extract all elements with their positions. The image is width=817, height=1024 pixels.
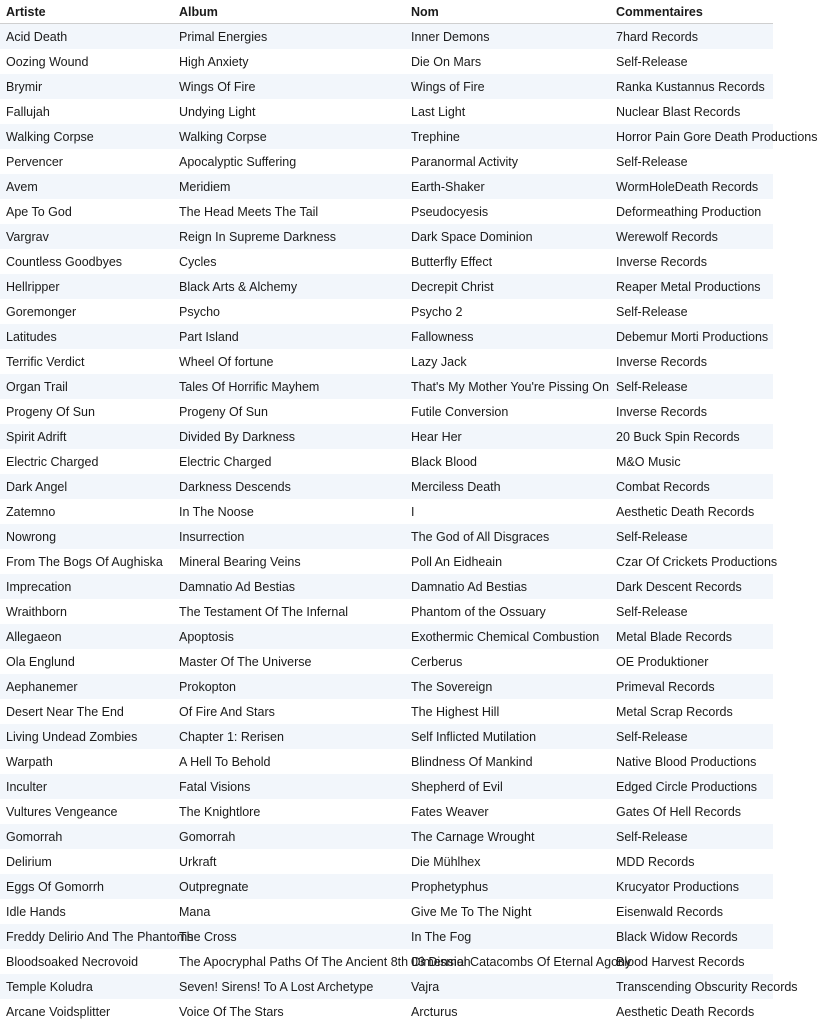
table-row[interactable] — [0, 274, 773, 299]
album-cell: Apocalyptic Suffering — [179, 154, 297, 169]
nom-cell: That's My Mother You're Pissing On — [411, 379, 609, 394]
table-row[interactable] — [0, 549, 778, 574]
nom-cell: Blindness Of Mankind — [411, 754, 533, 769]
nom-cell: Prophetyphus — [411, 879, 489, 894]
nom-cell: Futile Conversion — [411, 404, 509, 419]
commentaires-cell: Self-Release — [616, 529, 688, 544]
album-cell: Insurrection — [179, 529, 245, 544]
commentaires-cell: Self-Release — [616, 304, 688, 319]
artist-cell: Gomorrah — [6, 829, 63, 844]
nom-cell: Self Inflicted Mutilation — [411, 729, 537, 744]
artist-cell: Imprecation — [6, 579, 72, 594]
commentaires-cell: Horror Pain Gore Death Productions — [616, 129, 817, 144]
artist-cell: Freddy Delirio And The Phantoms — [6, 929, 194, 944]
commentaires-cell: Self-Release — [616, 829, 688, 844]
artist-cell: Desert Near The End — [6, 704, 124, 719]
artist-cell: Aephanemer — [6, 679, 78, 694]
artist-cell: Electric Charged — [6, 454, 99, 469]
album-cell: Seven! Sirens! To A Lost Archetype — [179, 979, 374, 994]
table-row[interactable] — [0, 174, 773, 199]
nom-cell: Die Mühlhex — [411, 854, 481, 869]
commentaires-cell: Dark Descent Records — [616, 579, 742, 594]
table-row[interactable] — [0, 724, 773, 749]
artist-cell: Walking Corpse — [6, 129, 94, 144]
artist-cell: Temple Koludra — [6, 979, 93, 994]
album-cell: Fatal Visions — [179, 779, 251, 794]
artist-cell: Warpath — [6, 754, 53, 769]
album-cell: Divided By Darkness — [179, 429, 296, 444]
album-cell: The Testament Of The Infernal — [179, 604, 349, 619]
album-cell: Voice Of The Stars — [179, 1004, 284, 1019]
commentaires-cell: M&O Music — [616, 454, 681, 469]
artist-cell: Organ Trail — [6, 379, 68, 394]
nom-cell: Poll An Eidheain — [411, 554, 503, 569]
nom-cell: The God of All Disgraces — [411, 529, 550, 544]
commentaires-cell: Self-Release — [616, 604, 688, 619]
nom-cell: Paranormal Activity — [411, 154, 518, 169]
artist-cell: Latitudes — [6, 329, 57, 344]
nom-cell: Psycho 2 — [411, 304, 463, 319]
album-cell: A Hell To Behold — [179, 754, 271, 769]
table-row[interactable] — [0, 449, 773, 474]
commentaires-cell: Deformeathing Production — [616, 204, 762, 219]
nom-cell: Damnatio Ad Bestias — [411, 579, 528, 594]
table-row[interactable] — [0, 624, 773, 649]
album-cell: The Head Meets The Tail — [179, 204, 319, 219]
nom-cell: Vajra — [411, 979, 440, 994]
nom-cell: Dark Space Dominion — [411, 229, 533, 244]
table-row[interactable] — [0, 474, 773, 499]
artist-cell: Zatemno — [6, 504, 56, 519]
table-row[interactable] — [0, 24, 773, 49]
column-header-album[interactable]: Album — [179, 4, 218, 19]
commentaires-cell: Gates Of Hell Records — [616, 804, 742, 819]
commentaires-cell: Inverse Records — [616, 254, 708, 269]
table-row[interactable] — [0, 974, 798, 999]
artist-cell: Brymir — [6, 79, 43, 94]
album-cell: The Cross — [179, 929, 237, 944]
artist-cell: Ola Englund — [6, 654, 75, 669]
artist-cell: Terrific Verdict — [6, 354, 85, 369]
artist-cell: Goremonger — [6, 304, 77, 319]
album-cell: Meridiem — [179, 179, 231, 194]
artist-cell: Arcane Voidsplitter — [6, 1004, 111, 1019]
nom-cell: Arcturus — [411, 1004, 458, 1019]
table-row[interactable] — [0, 74, 773, 99]
artist-cell: Idle Hands — [6, 904, 66, 919]
album-cell: Primal Energies — [179, 29, 268, 44]
commentaires-cell: Aesthetic Death Records — [616, 1004, 755, 1019]
table-row[interactable] — [0, 324, 773, 349]
album-cell: Part Island — [179, 329, 239, 344]
column-header-artiste[interactable]: Artiste — [6, 4, 46, 19]
artist-cell: Vultures Vengeance — [6, 804, 118, 819]
artist-cell: Oozing Wound — [6, 54, 89, 69]
nom-cell: Trephine — [411, 129, 460, 144]
commentaires-cell: OE Produktioner — [616, 654, 709, 669]
table-row[interactable] — [0, 824, 773, 849]
artist-cell: Delirium — [6, 854, 52, 869]
table-row[interactable] — [0, 674, 773, 699]
album-cell: Reign In Supreme Darkness — [179, 229, 337, 244]
table-row[interactable] — [0, 749, 773, 774]
table-row[interactable] — [0, 199, 773, 224]
nom-cell: Fates Weaver — [411, 804, 489, 819]
commentaires-cell: Ranka Kustannus Records — [616, 79, 765, 94]
album-cell: Tales Of Horrific Mayhem — [179, 379, 320, 394]
commentaires-cell: 7hard Records — [616, 29, 698, 44]
table-row[interactable] — [0, 499, 773, 524]
album-cell: Mineral Bearing Veins — [179, 554, 301, 569]
artist-cell: Eggs Of Gomorrh — [6, 879, 104, 894]
table-row[interactable] — [0, 699, 773, 724]
commentaires-cell: Native Blood Productions — [616, 754, 757, 769]
table-row[interactable] — [0, 899, 773, 924]
table-row[interactable] — [0, 349, 773, 374]
table-row[interactable] — [0, 374, 773, 399]
commentaires-cell: Self-Release — [616, 54, 688, 69]
commentaires-cell: Inverse Records — [616, 354, 708, 369]
nom-cell: The Sovereign — [411, 679, 493, 694]
table-header — [0, 0, 773, 24]
table-row[interactable] — [0, 849, 773, 874]
commentaires-cell: Blood Harvest Records — [616, 954, 745, 969]
table-row[interactable] — [0, 999, 773, 1024]
artist-cell: Pervencer — [6, 154, 63, 169]
artist-cell: Countless Goodbyes — [6, 254, 123, 269]
artist-cell: Living Undead Zombies — [6, 729, 138, 744]
commentaires-cell: Self-Release — [616, 154, 688, 169]
table-row[interactable] — [0, 149, 773, 174]
album-cell: High Anxiety — [179, 54, 249, 69]
commentaires-cell: Nuclear Blast Records — [616, 104, 741, 119]
nom-cell: Decrepit Christ — [411, 279, 494, 294]
artist-cell: Acid Death — [6, 29, 68, 44]
commentaires-cell: MDD Records — [616, 854, 695, 869]
album-cell: Psycho — [179, 304, 220, 319]
artist-cell: Inculter — [6, 779, 47, 794]
nom-cell: Earth-Shaker — [411, 179, 485, 194]
nom-cell: 03 Dismal Catacombs Of Eternal Agony — [411, 954, 632, 969]
commentaires-cell: Inverse Records — [616, 404, 708, 419]
artist-cell: Wraithborn — [6, 604, 67, 619]
column-header-nom[interactable]: Nom — [411, 4, 439, 19]
artist-cell: Avem — [6, 179, 38, 194]
album-cell: Cycles — [179, 254, 217, 269]
commentaires-cell: Werewolf Records — [616, 229, 718, 244]
album-cell: Chapter 1: Rerisen — [179, 729, 284, 744]
nom-cell: Shepherd of Evil — [411, 779, 503, 794]
table-row[interactable] — [0, 524, 773, 549]
nom-cell: Die On Mars — [411, 54, 482, 69]
commentaires-cell: Reaper Metal Productions — [616, 279, 761, 294]
album-cell: Walking Corpse — [179, 129, 267, 144]
artist-cell: Bloodsoaked Necrovoid — [6, 954, 139, 969]
artist-cell: Vargrav — [6, 229, 49, 244]
table-row[interactable] — [0, 949, 773, 974]
nom-cell: Give Me To The Night — [411, 904, 532, 919]
album-cell: Urkraft — [179, 854, 217, 869]
album-cell: Mana — [179, 904, 211, 919]
nom-cell: The Carnage Wrought — [411, 829, 535, 844]
album-cell: Undying Light — [179, 104, 256, 119]
table-row[interactable] — [0, 649, 773, 674]
table-row[interactable] — [0, 574, 773, 599]
commentaires-cell: Aesthetic Death Records — [616, 504, 755, 519]
nom-cell: Phantom of the Ossuary — [411, 604, 546, 619]
album-cell: Of Fire And Stars — [179, 704, 275, 719]
nom-cell: Hear Her — [411, 429, 462, 444]
artist-cell: Spirit Adrift — [6, 429, 67, 444]
album-cell: Black Arts & Alchemy — [179, 279, 298, 294]
table-row[interactable] — [0, 299, 773, 324]
nom-cell: Cerberus — [411, 654, 463, 669]
nom-cell: Fallowness — [411, 329, 474, 344]
commentaires-cell: Combat Records — [616, 479, 710, 494]
table-row[interactable] — [0, 249, 773, 274]
album-cell: Apoptosis — [179, 629, 234, 644]
table-row[interactable] — [0, 924, 773, 949]
album-cell: The Apocryphal Paths Of The Ancient 8th Dimension — [179, 954, 471, 969]
nom-cell: Wings of Fire — [411, 79, 485, 94]
artist-cell: Dark Angel — [6, 479, 68, 494]
album-cell: Electric Charged — [179, 454, 272, 469]
commentaires-cell: Transcending Obscurity Records — [616, 979, 798, 994]
commentaires-cell: Black Widow Records — [616, 929, 738, 944]
album-cell: Prokopton — [179, 679, 236, 694]
album-cell: Master Of The Universe — [179, 654, 312, 669]
nom-cell: In The Fog — [411, 929, 472, 944]
commentaires-cell: Debemur Morti Productions — [616, 329, 769, 344]
nom-cell: Exothermic Chemical Combustion — [411, 629, 600, 644]
album-cell: In The Noose — [179, 504, 254, 519]
table-row[interactable] — [0, 774, 773, 799]
table-body — [0, 24, 817, 1024]
album-cell: Gomorrah — [179, 829, 236, 844]
commentaires-cell: Eisenwald Records — [616, 904, 723, 919]
album-cell: Progeny Of Sun — [179, 404, 268, 419]
album-cell: Damnatio Ad Bestias — [179, 579, 296, 594]
artist-cell: Fallujah — [6, 104, 50, 119]
commentaires-cell: Metal Blade Records — [616, 629, 733, 644]
commentaires-cell: 20 Buck Spin Records — [616, 429, 740, 444]
artist-cell: Nowrong — [6, 529, 57, 544]
table-row[interactable] — [0, 424, 773, 449]
table-row[interactable] — [0, 874, 773, 899]
commentaires-cell: Self-Release — [616, 729, 688, 744]
artist-cell: Ape To God — [6, 204, 72, 219]
column-header-commentaires[interactable]: Commentaires — [616, 4, 703, 19]
nom-cell: Inner Demons — [411, 29, 490, 44]
nom-cell: Last Light — [411, 104, 466, 119]
commentaires-cell: Self-Release — [616, 379, 688, 394]
commentaires-cell: Krucyator Productions — [616, 879, 739, 894]
artist-cell: From The Bogs Of Aughiska — [6, 554, 163, 569]
nom-cell: The Highest Hill — [411, 704, 500, 719]
table-row[interactable] — [0, 99, 773, 124]
album-cell: Outpregnate — [179, 879, 249, 894]
album-cell: Darkness Descends — [179, 479, 291, 494]
artist-cell: Allegaeon — [6, 629, 62, 644]
commentaires-cell: Edged Circle Productions — [616, 779, 758, 794]
table-row[interactable] — [0, 124, 817, 149]
nom-cell: Lazy Jack — [411, 354, 467, 369]
album-cell: Wings Of Fire — [179, 79, 256, 94]
commentaires-cell: WormHoleDeath Records — [616, 179, 759, 194]
nom-cell: Black Blood — [411, 454, 478, 469]
nom-cell: Merciless Death — [411, 479, 501, 494]
artist-cell: Progeny Of Sun — [6, 404, 95, 419]
commentaires-cell: Metal Scrap Records — [616, 704, 733, 719]
table-row[interactable] — [0, 224, 773, 249]
artist-cell: Hellripper — [6, 279, 60, 294]
nom-cell: I — [411, 504, 415, 519]
table-row[interactable] — [0, 599, 773, 624]
commentaires-cell: Czar Of Crickets Productions — [616, 554, 778, 569]
table-row[interactable] — [0, 799, 773, 824]
table-row[interactable] — [0, 49, 773, 74]
nom-cell: Pseudocyesis — [411, 204, 489, 219]
table-row[interactable] — [0, 399, 773, 424]
commentaires-cell: Primeval Records — [616, 679, 715, 694]
album-cell: Wheel Of fortune — [179, 354, 274, 369]
album-cell: The Knightlore — [179, 804, 261, 819]
nom-cell: Butterfly Effect — [411, 254, 493, 269]
